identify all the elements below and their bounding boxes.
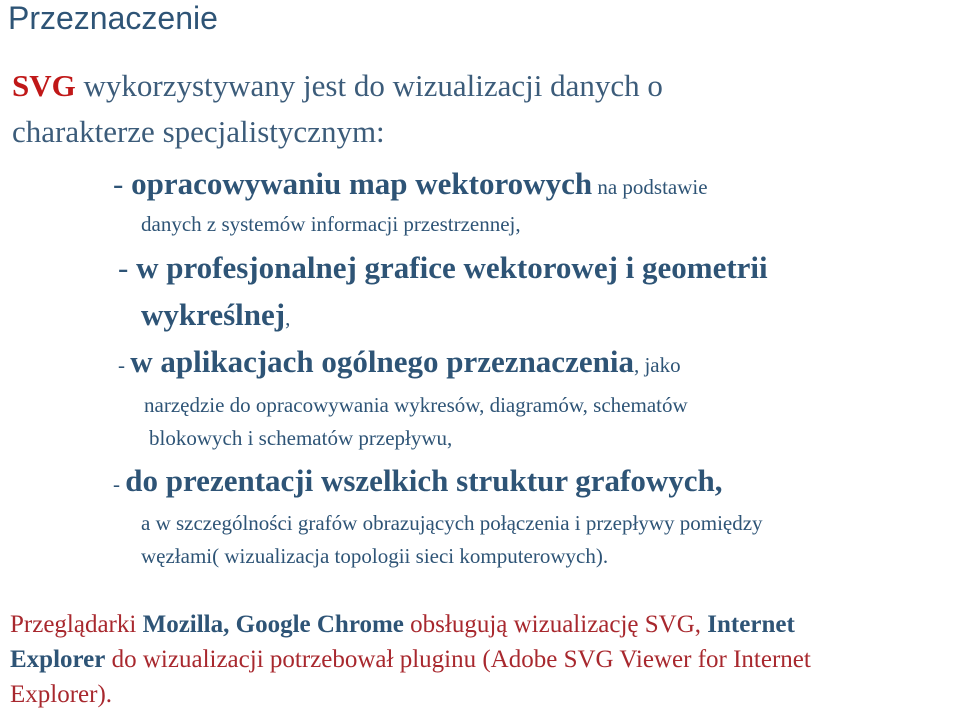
- page-title: Przeznaczenie: [8, 0, 218, 36]
- item-text: węzłami( wizualizacja topologii sieci komputerowych).: [141, 544, 609, 568]
- list-item-apps: [118, 344, 681, 380]
- bottom-text: Przeglądarki: [10, 611, 143, 638]
- intro-line-2: charakterze specjalistycznym:: [12, 114, 385, 149]
- item-text: blokowych i schematów przepływu,: [149, 426, 453, 450]
- bottom-line-2: [10, 646, 811, 674]
- list-item-graphs: [113, 463, 723, 499]
- item-heading: w profesjonalnej grafice wektorowej i geometrii: [136, 250, 768, 285]
- item-dash: -: [118, 250, 137, 285]
- item-text: narzędzie do opracowywania wykresów, diagramów, schematów: [144, 393, 688, 417]
- item-heading-cont: wykreślnej: [141, 297, 286, 332]
- item-text: danych z systemów informacji przestrzennej,: [141, 212, 521, 236]
- browser-names: Mozilla, Google Chrome: [142, 611, 404, 638]
- svg-keyword: SVG: [12, 68, 76, 103]
- item-dash: -: [118, 353, 131, 377]
- item-text: a w szczególności grafów obrazujących połączenia i przepływy pomiędzy: [141, 511, 763, 535]
- item-tail: na podstawie: [592, 175, 708, 199]
- bottom-line-3: Explorer).: [10, 681, 113, 708]
- item-text: [141, 297, 290, 333]
- item-dash: -: [113, 472, 126, 496]
- item-heading: do prezentacji wszelkich struktur grafowych,: [125, 463, 723, 498]
- item-tail: ,: [285, 306, 291, 330]
- list-item-maps: [113, 166, 708, 202]
- item-heading: opracowywaniu map wektorowych: [131, 166, 593, 201]
- intro-text-1: wykorzystywany jest do wizualizacji danych o: [83, 68, 663, 103]
- item-heading: w aplikacjach ogólnego przeznaczenia: [130, 344, 634, 379]
- internet-word: Internet: [707, 611, 795, 638]
- bottom-text: do wizualizacji potrzebował pluginu (Adobe SVG Viewer for Internet: [105, 646, 811, 673]
- list-item-graphics: [118, 250, 768, 286]
- explorer-word: Explorer: [10, 646, 106, 673]
- bottom-line-1: [10, 611, 795, 639]
- intro-line-1: [12, 68, 663, 104]
- item-dash: -: [113, 166, 132, 201]
- item-tail: , jako: [633, 353, 681, 377]
- bottom-text: obsługują wizualizację SVG,: [403, 611, 708, 638]
